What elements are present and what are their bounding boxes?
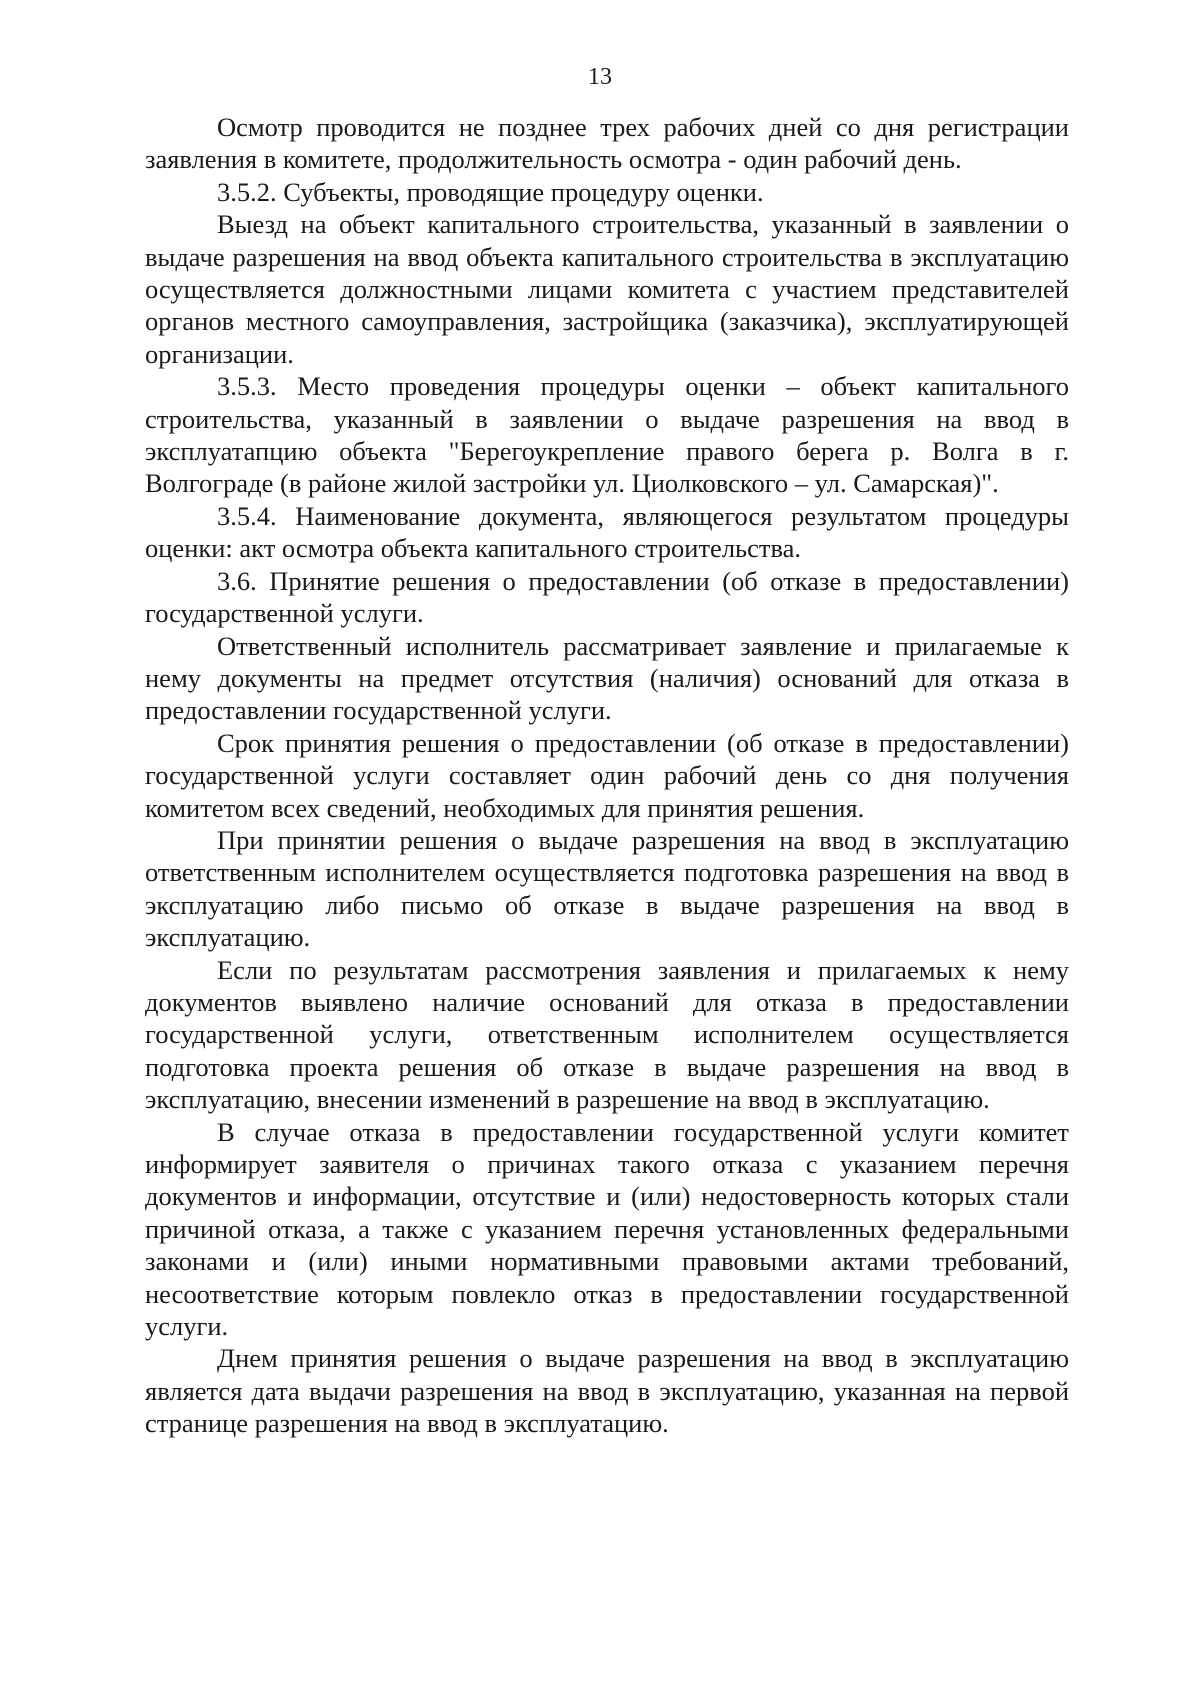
paragraph-3-6-heading: 3.6. Принятие решения о предоставлении (об отказе в предоставлении) государственной услуги. (145, 565, 1069, 629)
paragraph-decision-date: Днем принятия решения о выдаче разрешения на ввод в эксплуатацию является дата выдачи разрешения на ввод в эксплуатацию, указанная на первой странице разрешения на ввод в эксплуатацию. (145, 1343, 1069, 1439)
paragraph-review: Ответственный исполнитель рассматривает заявление и прилагаемые к нему документы на предмет отсутствия (наличия) оснований для отказа в предоставлении государственной услуги. (145, 630, 1069, 726)
paragraph-3-5-4-document: 3.5.4. Наименование документа, являющегося результатом процедуры оценки: акт осмотра объекта капитального строительства. (145, 500, 1069, 564)
paragraph-permit-preparation: При принятии решения о выдаче разрешения на ввод в эксплуатацию ответственным исполнителем осуществляется подготовка разрешения на ввод в эксплуатацию либо письмо об отказе в выдаче разрешения на ввод в эксплуатацию. (145, 824, 1069, 953)
paragraph-inspection-timing: Осмотр проводится не позднее трех рабочих дней со дня регистрации заявления в комитете, продолжительность осмотра - один рабочий день. (145, 112, 1069, 175)
paragraph-refusal-grounds: Если по результатам рассмотрения заявления и прилагаемых к нему документов выявлено наличие оснований для отказа в предоставлении государственной услуги, ответственным исполнителем осуществляется подготовка проекта решения об отказе в выдаче разрешения на ввод в эксплуатацию, внесении изменений в разрешение на ввод в эксплуатацию. (145, 954, 1069, 1115)
page-number: 13 (588, 64, 612, 90)
paragraph-3-5-2-heading: 3.5.2. Субъекты, проводящие процедуру оценки. (217, 176, 764, 207)
paragraph-refusal-notice: В случае отказа в предоставлении государственной услуги комитет информирует заявителя о причинах такого отказа с указанием перечня документов и информации, отсутствие и (или) недостоверность которых стали причиной отказа, а также с указанием перечня установленных федеральными законами и (или) иными нормативными правовыми актами требований, несоответствие которым повлекло отказ в предоставлении государственной услуги. (145, 1116, 1069, 1342)
paragraph-3-5-3-location: 3.5.3. Место проведения процедуры оценки – объект капитального строительства, указанный в заявлении о выдаче разрешения на ввод в эксплуатапцию объекта "Берегоукрепление правого берега р. Волга в г. Волгограде (в районе жилой застройки ул. Циолковского – ул. Самарская)". (145, 371, 1069, 499)
document-body (145, 111, 1069, 1440)
paragraph-site-visit: Выезд на объект капитального строительства, указанный в заявлении о выдаче разрешения на ввод объекта капитального строительства в эксплуатацию осуществляется должностными лицами комитета с участием представителей органов местного самоуправления, застройщика (заказчика), эксплуатирующей организации. (145, 209, 1069, 369)
paragraph-decision-term: Срок принятия решения о предоставлении (об отказе в предоставлении) государственной услуги составляет один рабочий день со дня получения комитетом всех сведений, необходимых для принятия решения. (145, 727, 1069, 823)
